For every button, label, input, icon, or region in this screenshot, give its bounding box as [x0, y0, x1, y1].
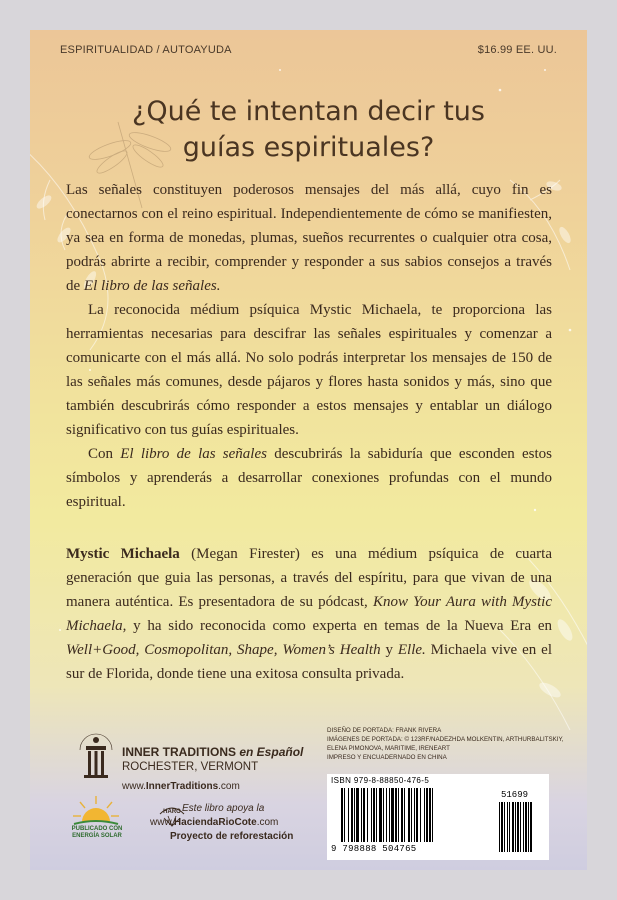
book-back-cover	[30, 30, 587, 870]
sponsor-intro: Este libro apoya la	[182, 803, 265, 814]
book-description	[66, 178, 552, 514]
isbn-number: ISBN 979-8-88850-476-5	[331, 776, 430, 785]
description-paragraph-3: Con El libro de las señales descubrirás la sabiduría que esconden estos símbolos y aprenderás a desarrollar conexiones profundas con el mundo espiritual.	[66, 446, 552, 510]
barcode-ean-digits: 9 798888 504765	[331, 844, 417, 854]
title-line-2: guías espirituales?	[182, 132, 435, 163]
price-label: $16.99 EE. UU.	[477, 44, 557, 56]
author-bio: Mystic Michaela (Megan Firester) es una médium psíquica de cuarta generación que guia las personas, a través del espíritu, para que vivan de una manera auténtica. Es presentadora de su pódcast, Know Your Aura with Mystic Michaela, y ha sido reconocida como experta en temas de la Nueva Era en Well+Good, Cosmopolitan, Shape, Women’s Health y Elle. Michaela vive en el sur de Florida, donde tiene una exitosa consulta privada.	[66, 546, 552, 682]
solar-energy-badge: PUBLICADO CON ENERGÍA SOLAR	[71, 826, 123, 839]
sponsor-url: www.HaciendaRioCote.com	[150, 817, 279, 828]
inner-traditions-logo-icon	[74, 720, 118, 782]
title-line-1: ¿Qué te intentan decir tus	[132, 96, 485, 127]
publisher-city: ROCHESTER, VERMONT	[122, 761, 259, 773]
sponsor-project: Proyecto de reforestación	[170, 831, 294, 842]
publisher-name: INNER TRADITIONS en Español	[122, 745, 304, 759]
publisher-url: www.InnerTraditions.com	[122, 781, 240, 792]
barcode-price-code: 51699	[501, 790, 529, 800]
description-paragraph-1: Las señales constituyen poderosos mensajes del más allá, cuyo fin es conectarnos con el reino espiritual. Independientemente de cómo se manifiesten, ya sea en forma de monedas, plumas, sueños recurrentes o cualquier otra cosa, podrás abrirte a recibir, comprender y responder a sus sabios consejos a través de El libro de las señales.	[66, 182, 552, 294]
tagline-title	[30, 94, 587, 166]
description-paragraph-2: La reconocida médium psíquica Mystic Michaela, te proporciona las herramientas necesarias para descifrar las señales espirituales y comenzar a comunicarte con el más allá. No solo podrás interpretar los mensajes de 150 de las señales más comunes, desde pájaros y flores hasta sonidos y más, sino que también descubrirás cómo responder a estos mensajes y entablar un diálogo significativo con tus guías espirituales.	[66, 302, 552, 438]
haro-logo-text: HARO	[163, 809, 181, 815]
cover-credits: DISEÑO DE PORTADA: FRANK RIVERA IMÁGENES DE PORTADA: © 123RF/NADEZHDA MOLKENTIN, ARTHURBALITSKIY, ELENA PIMONOVA, MARITIME, IRENEART IMPRESO Y ENCUADERNADO EN CHINA	[327, 727, 564, 761]
isbn-barcode-block	[327, 774, 549, 860]
category-label: ESPIRITUALIDAD / AUTOAYUDA	[60, 44, 232, 56]
author-name: Mystic Michaela	[66, 546, 180, 562]
